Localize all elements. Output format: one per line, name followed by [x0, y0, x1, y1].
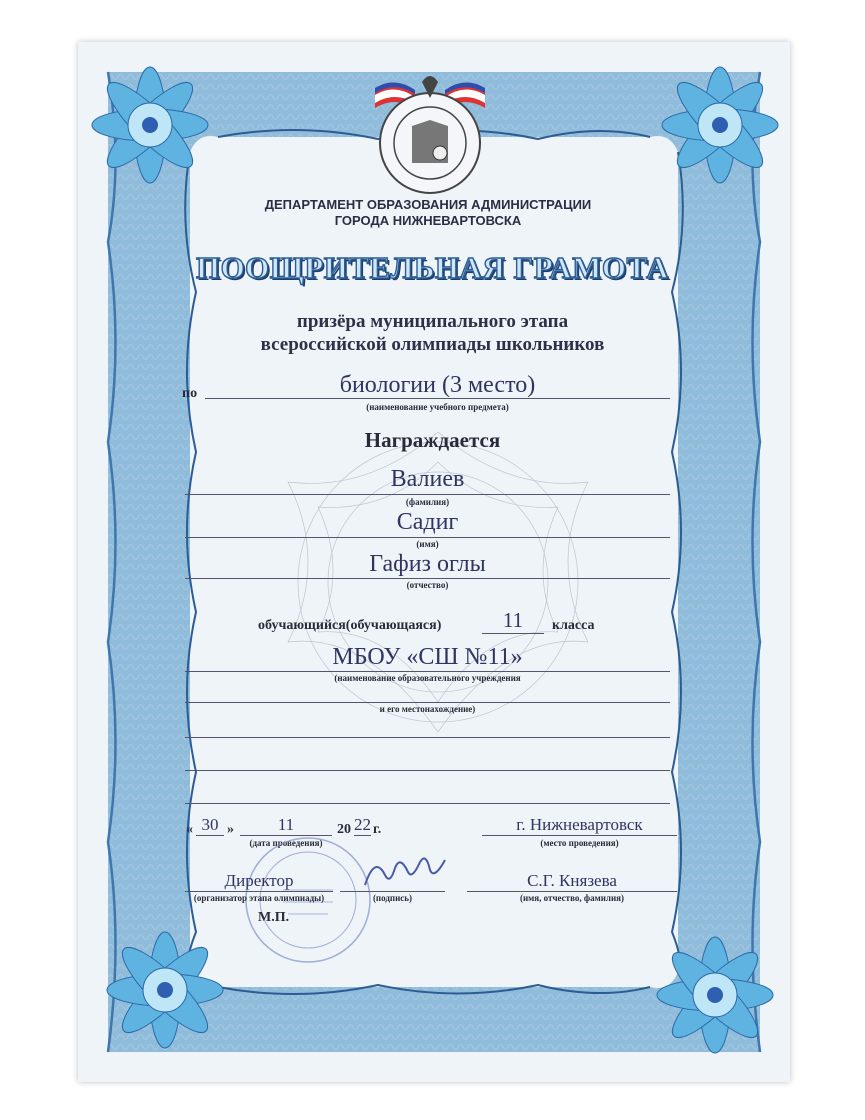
first-name-line [185, 537, 670, 538]
issuer-header [178, 197, 678, 229]
name-caption: (имя, отчество, фамилия) [519, 893, 625, 903]
signature-line [340, 891, 445, 892]
position-line [185, 891, 333, 892]
patronymic-line [185, 578, 670, 579]
date-year-prefix: 20 [337, 822, 351, 837]
blank-line-2 [185, 770, 670, 771]
patronymic-value: Гафиз оглы [369, 551, 486, 577]
issuer-line-1: ДЕПАРТАМЕНТ ОБРАЗОВАНИЯ АДМИНИСТРАЦИИ [264, 197, 592, 212]
first-name-value: Садиг [396, 509, 459, 535]
signature-icon [360, 850, 450, 895]
signatory-name: С.Г. Князева [527, 871, 617, 890]
issuer-line-2: ГОРОДА НИЖНЕВАРТОВСКА [334, 213, 522, 228]
school-caption-2: и его местонахождение) [379, 704, 476, 714]
stamp-label: М.П. [258, 910, 290, 925]
date-close-quote: » [227, 822, 234, 837]
date-month: 11 [277, 815, 295, 834]
olympiad-emblem-icon [360, 68, 500, 198]
surname-caption: (фамилия) [405, 497, 450, 507]
name-line [467, 891, 677, 892]
patronymic-caption: (отчество) [406, 580, 449, 590]
blank-line-3 [185, 803, 670, 804]
subject-prefix: по [182, 386, 198, 401]
subtitle-line-1: призёра муниципального этапа [296, 311, 569, 332]
school-value: МБОУ «СШ №11» [332, 644, 523, 670]
subtitle-line-2: всероссийской олимпиады школьников [260, 334, 605, 355]
grade-value: 11 [502, 608, 524, 632]
subject-caption: (наименование учебного предмета) [366, 402, 509, 412]
grade-line [482, 633, 544, 634]
corner-flower-icon [655, 60, 785, 190]
place-caption: (место проведения) [540, 838, 619, 848]
school-line-2 [185, 702, 670, 703]
place-line [482, 835, 677, 836]
subject-value: биологии (3 место) [339, 372, 536, 398]
signature-caption: (подпись) [372, 893, 413, 903]
grade-prefix: обучающийся(обучающаяся) [258, 618, 442, 633]
date-caption: (дата проведения) [249, 838, 323, 848]
date-day-line [196, 835, 224, 836]
blank-line-1 [185, 737, 670, 738]
first-name-caption: (имя) [416, 539, 439, 549]
date-open-quote: « [186, 822, 193, 837]
corner-flower-icon [650, 930, 780, 1060]
place-value: г. Нижневартовск [516, 815, 643, 834]
certificate-subtitle [150, 310, 715, 356]
school-line [185, 671, 670, 672]
certificate-title: ПООЩРИТЕЛЬНАЯ ГРАМОТА [195, 250, 670, 285]
surname-value: Валиев [390, 466, 465, 492]
signatory-position: Директор [224, 871, 294, 890]
date-year-unit: г. [373, 822, 382, 837]
awarded-label: Награждается [364, 428, 501, 452]
corner-flower-icon [85, 60, 215, 190]
date-year-suffix: 22 [354, 815, 371, 834]
corner-flower-icon [100, 925, 230, 1055]
school-caption-1: (наименование образовательного учреждения [334, 673, 521, 683]
date-day: 30 [201, 815, 219, 834]
grade-suffix: класса [552, 618, 595, 633]
position-caption: (организатор этапа олимпиады) [193, 893, 325, 903]
surname-line [185, 494, 670, 495]
